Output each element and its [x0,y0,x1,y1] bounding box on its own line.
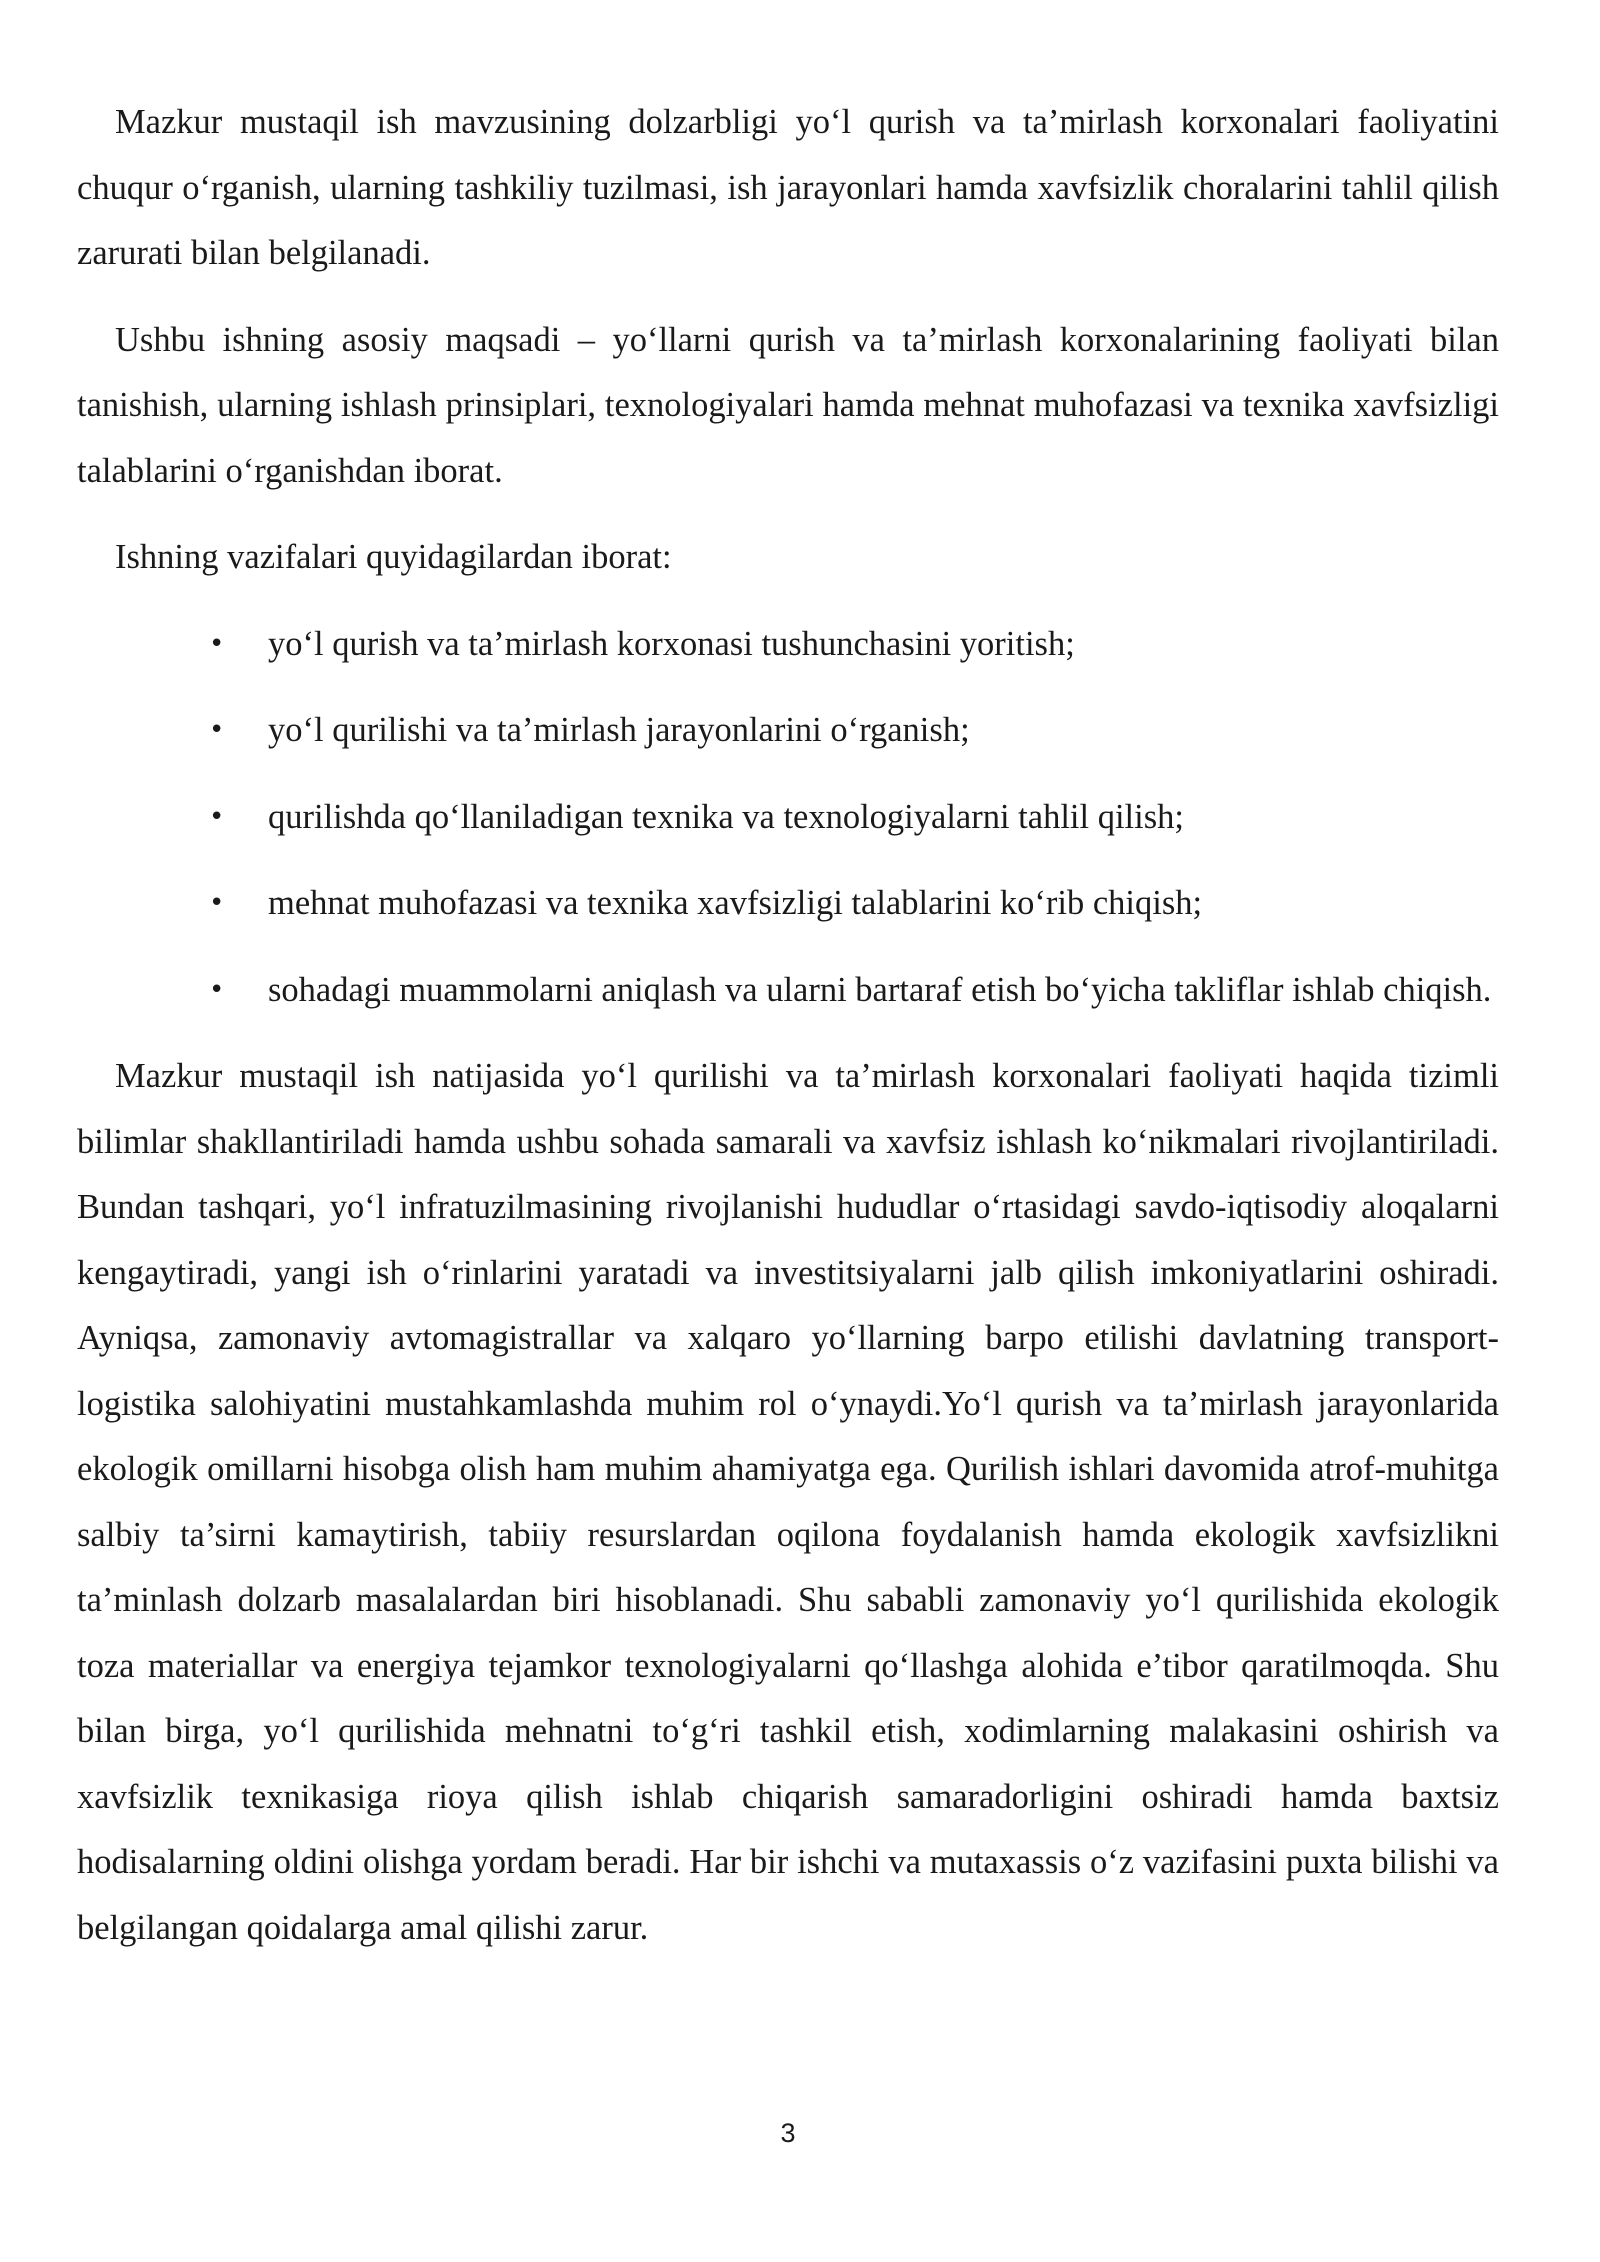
page-number: 3 [780,2118,796,2148]
list-item-text: sohadagi muammolarni aniqlash va ularni bartaraf etish bo‘yicha takliflar ishlab chiqish. [268,970,1492,1009]
bullet-icon: • [209,974,225,1005]
paragraph-goal: Ushbu ishning asosiy maqsadi – yo‘llarni qurish va ta’mirlash korxonalarining faoliyati bilan tanishish, ularning ishlash prinsiplari, texnologiyalari hamda mehnat muhofazasi va texnika xavfsizligi talablarini o‘rganishdan iborat. [77,320,1499,490]
list-item [77,871,1499,937]
list-item [77,612,1499,678]
list-item [77,958,1499,1024]
bullet-icon: • [209,801,225,832]
tasks-intro: Ishning vazifalari quyidagilardan iborat: [115,538,672,576]
list-item-text: yo‘l qurilishi va ta’mirlash jarayonlarini o‘rganish; [268,711,970,749]
bullet-icon: • [209,715,225,745]
list-item-text: mehnat muhofazasi va texnika xavfsizligi talablarini ko‘rib chiqish; [268,884,1203,922]
paragraph-relevance: Mazkur mustaqil ish mavzusining dolzarbligi yo‘l qurish va ta’mirlash korxonalari faoliyatini chuqur o‘rganish, ularning tashkiliy tuzilmasi, ish jarayonlari hamda xavfsizlik choralarini tahlil qilish zarurati bilan belgilanadi. [77,103,1499,272]
list-item [77,785,1499,851]
list-item [77,698,1499,764]
paragraph-conclusion: Mazkur mustaqil ish natijasida yo‘l qurilishi va ta’mirlash korxonalari faoliyati haqida tizimli bilimlar shakllantiriladi hamda ushbu sohada samarali va xavfsiz ishlash ko‘nikmalari rivojlantiriladi. Bundan tashqari, yo‘l infratuzilmasining rivojlanishi hududlar o‘rtasidagi savdo-iqtisodiy aloqalarni kengaytiradi, yangi ish o‘rinlarini yaratadi va investitsiyalarni jalb qilish imkoniyatlarini oshiradi. Ayniqsa, zamonaviy avtomagistrallar va xalqaro yo‘llarning barpo etilishi davlatning transport-logistika salohiyatini mustahkamlashda muhim rol o‘ynaydi.Yo‘l qurish va ta’mirlash jarayonlarida ekologik omillarni hisobga olish ham muhim ahamiyatga ega. Qurilish ishlari davomida atrof-muhitga salbiy ta’sirni kamaytirish, tabiiy resurslardan oqilona foydalanish hamda ekologik xavfsizlikni ta’minlash dolzarb masalalardan biri hisoblanadi. Shu sababli zamonaviy yo‘l qurilishida ekologik toza materiallar va energiya tejamkor texnologiyalarni qo‘llashga alohida e’tibor qaratilmoqda. Shu bilan birga, yo‘l qurilishida mehnatni to‘g‘ri tashkil etish, xodimlarning malakasini oshirish va xavfsizlik texnikasiga rioya qilish ishlab chiqarish samaradorligini oshiradi hamda baxtsiz hodisalarning oldini olishga yordam beradi. Har bir ishchi va mutaxassis o‘z vazifasini puxta bilishi va belgilangan qoidalarga amal qilishi zarur. [77,1057,1499,1947]
bullet-icon: • [209,888,225,918]
document-page [77,90,1499,1982]
tasks-list [77,612,1499,1024]
bullet-icon: • [209,628,225,659]
list-item-text: yo‘l qurish va ta’mirlash korxonasi tushunchasini yoritish; [268,624,1075,663]
list-item-text: qurilishda qo‘llaniladigan texnika va texnologiyalarni tahlil qilish; [268,797,1184,836]
